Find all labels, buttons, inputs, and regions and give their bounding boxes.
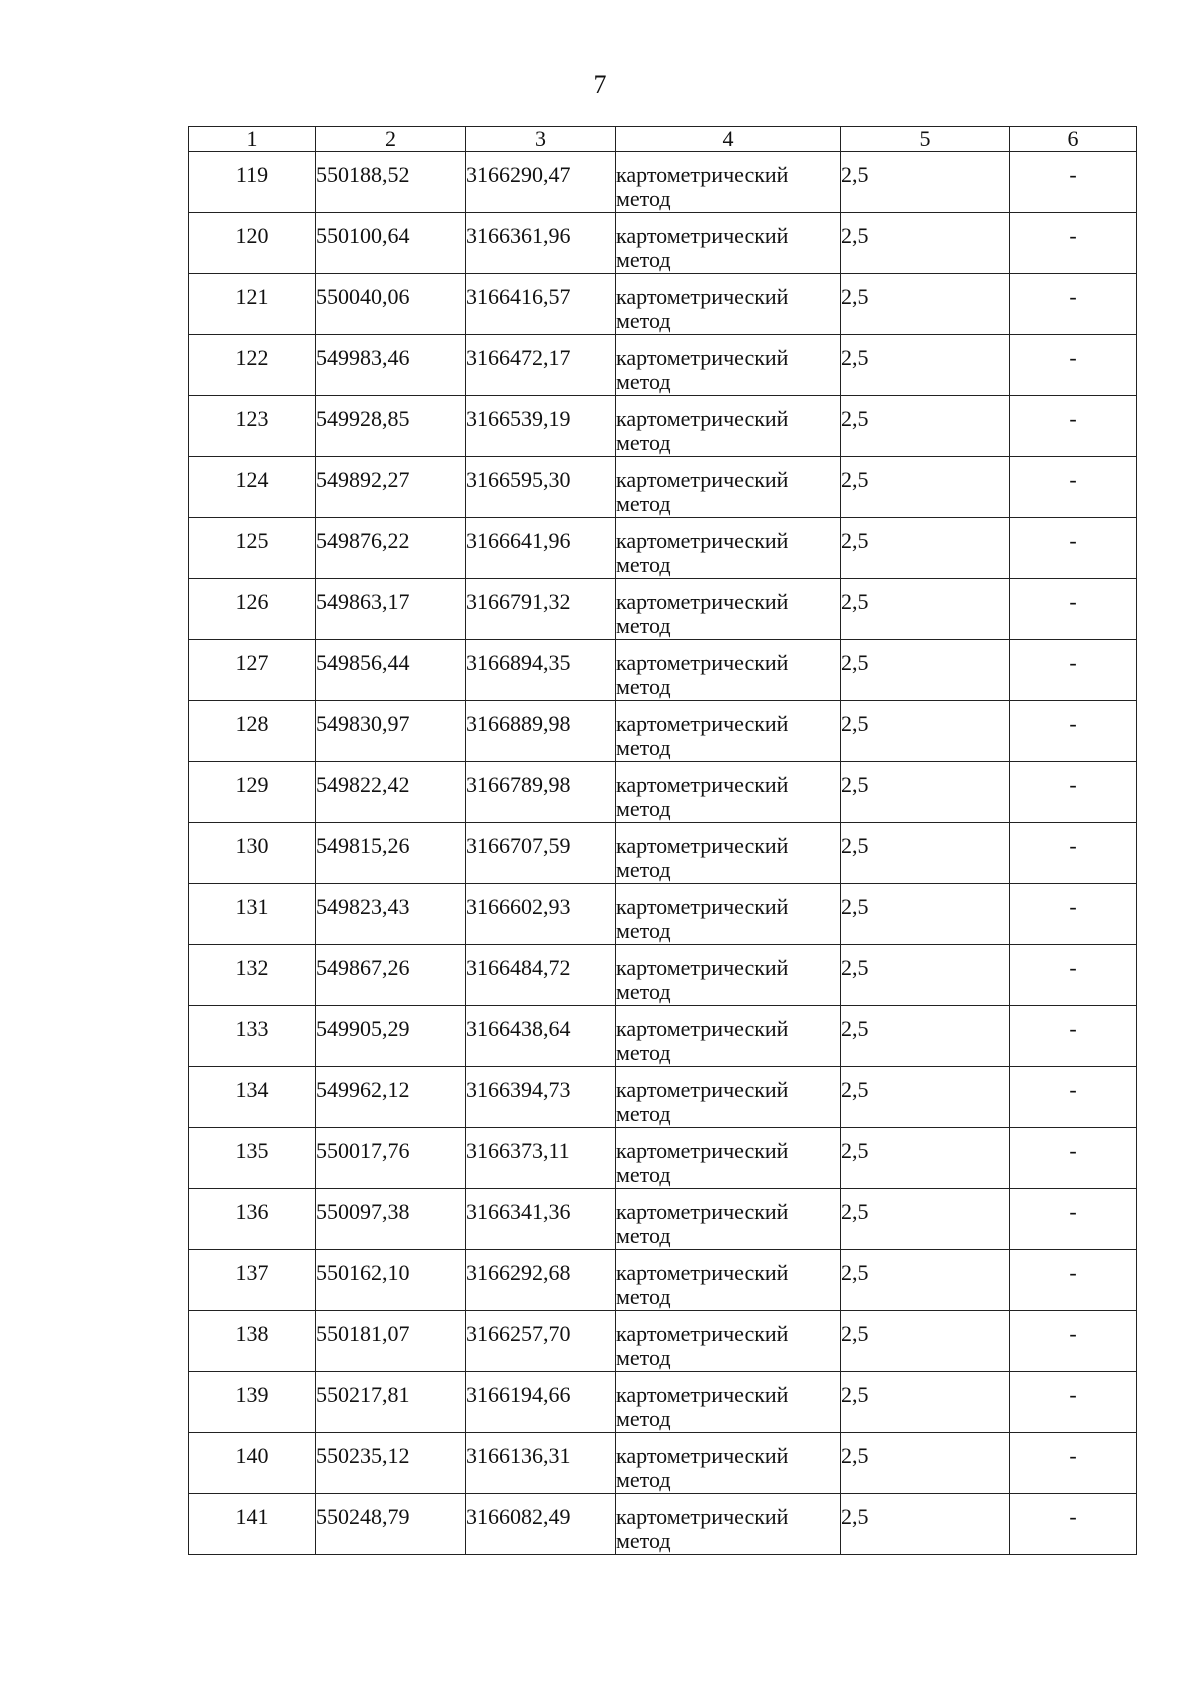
note-value: - xyxy=(1010,152,1137,213)
table-row xyxy=(189,213,1137,274)
table-row xyxy=(189,945,1137,1006)
method-cell xyxy=(616,762,841,823)
method-line-2: метод xyxy=(616,552,671,577)
coordinate-x: 550100,64 xyxy=(316,213,466,274)
method-line-1: картометрический xyxy=(616,1260,789,1285)
coordinate-y: 3166484,72 xyxy=(466,945,616,1006)
point-number: 127 xyxy=(189,640,316,701)
coordinates-table xyxy=(188,126,1137,1555)
note-value: - xyxy=(1010,1128,1137,1189)
method-line-2: метод xyxy=(616,308,671,333)
table-row xyxy=(189,152,1137,213)
method-line-2: метод xyxy=(616,491,671,516)
point-number: 131 xyxy=(189,884,316,945)
coordinate-x: 550040,06 xyxy=(316,274,466,335)
note-value: - xyxy=(1010,396,1137,457)
coordinate-y: 3166472,17 xyxy=(466,335,616,396)
coordinate-y: 3166394,73 xyxy=(466,1067,616,1128)
method-line-1: картометрический xyxy=(616,162,789,187)
method-line-2: метод xyxy=(616,247,671,272)
table-row xyxy=(189,579,1137,640)
coordinate-y: 3166341,36 xyxy=(466,1189,616,1250)
method-line-2: метод xyxy=(616,674,671,699)
table-row xyxy=(189,518,1137,579)
header-col-1: 1 xyxy=(189,127,316,152)
note-value: - xyxy=(1010,1189,1137,1250)
table-header xyxy=(189,127,1137,152)
method-cell xyxy=(616,1311,841,1372)
accuracy-value: 2,5 xyxy=(841,274,1010,335)
coordinate-y: 3166438,64 xyxy=(466,1006,616,1067)
method-line-1: картометрический xyxy=(616,955,789,980)
accuracy-value: 2,5 xyxy=(841,1189,1010,1250)
method-line-1: картометрический xyxy=(616,1199,789,1224)
header-col-2: 2 xyxy=(316,127,466,152)
note-value: - xyxy=(1010,1372,1137,1433)
method-cell xyxy=(616,1250,841,1311)
accuracy-value: 2,5 xyxy=(841,152,1010,213)
coordinate-x: 549983,46 xyxy=(316,335,466,396)
accuracy-value: 2,5 xyxy=(841,701,1010,762)
accuracy-value: 2,5 xyxy=(841,1128,1010,1189)
note-value: - xyxy=(1010,457,1137,518)
method-line-2: метод xyxy=(616,979,671,1004)
method-cell xyxy=(616,1494,841,1555)
coordinate-x: 550248,79 xyxy=(316,1494,466,1555)
method-line-1: картометрический xyxy=(616,772,789,797)
coordinate-y: 3166361,96 xyxy=(466,213,616,274)
note-value: - xyxy=(1010,335,1137,396)
accuracy-value: 2,5 xyxy=(841,1250,1010,1311)
method-line-1: картометрический xyxy=(616,1077,789,1102)
method-cell xyxy=(616,274,841,335)
header-col-5: 5 xyxy=(841,127,1010,152)
method-cell xyxy=(616,1006,841,1067)
coordinate-y: 3166707,59 xyxy=(466,823,616,884)
point-number: 139 xyxy=(189,1372,316,1433)
coordinate-y: 3166889,98 xyxy=(466,701,616,762)
table-row xyxy=(189,1006,1137,1067)
method-cell xyxy=(616,1433,841,1494)
method-line-2: метод xyxy=(616,1101,671,1126)
method-line-2: метод xyxy=(616,735,671,760)
point-number: 134 xyxy=(189,1067,316,1128)
accuracy-value: 2,5 xyxy=(841,762,1010,823)
coordinate-x: 549962,12 xyxy=(316,1067,466,1128)
method-line-2: метод xyxy=(616,186,671,211)
table-row xyxy=(189,396,1137,457)
coordinate-y: 3166595,30 xyxy=(466,457,616,518)
note-value: - xyxy=(1010,274,1137,335)
accuracy-value: 2,5 xyxy=(841,579,1010,640)
table-row xyxy=(189,1250,1137,1311)
point-number: 120 xyxy=(189,213,316,274)
table-row xyxy=(189,1067,1137,1128)
method-line-2: метод xyxy=(616,1284,671,1309)
method-line-1: картометрический xyxy=(616,894,789,919)
point-number: 121 xyxy=(189,274,316,335)
coordinate-y: 3166791,32 xyxy=(466,579,616,640)
coordinate-x: 549863,17 xyxy=(316,579,466,640)
table-row xyxy=(189,884,1137,945)
note-value: - xyxy=(1010,1250,1137,1311)
coordinate-x: 549856,44 xyxy=(316,640,466,701)
method-cell xyxy=(616,1128,841,1189)
table-row xyxy=(189,823,1137,884)
coordinate-y: 3166257,70 xyxy=(466,1311,616,1372)
accuracy-value: 2,5 xyxy=(841,1067,1010,1128)
method-line-1: картометрический xyxy=(616,1504,789,1529)
method-line-2: метод xyxy=(616,796,671,821)
accuracy-value: 2,5 xyxy=(841,1311,1010,1372)
coordinate-y: 3166894,35 xyxy=(466,640,616,701)
method-cell xyxy=(616,823,841,884)
point-number: 132 xyxy=(189,945,316,1006)
header-col-6: 6 xyxy=(1010,127,1137,152)
point-number: 123 xyxy=(189,396,316,457)
point-number: 124 xyxy=(189,457,316,518)
note-value: - xyxy=(1010,1433,1137,1494)
table-row xyxy=(189,335,1137,396)
note-value: - xyxy=(1010,823,1137,884)
note-value: - xyxy=(1010,1311,1137,1372)
point-number: 122 xyxy=(189,335,316,396)
accuracy-value: 2,5 xyxy=(841,640,1010,701)
method-line-1: картометрический xyxy=(616,1138,789,1163)
point-number: 129 xyxy=(189,762,316,823)
accuracy-value: 2,5 xyxy=(841,1372,1010,1433)
method-line-1: картометрический xyxy=(616,1016,789,1041)
accuracy-value: 2,5 xyxy=(841,1433,1010,1494)
method-cell xyxy=(616,518,841,579)
point-number: 133 xyxy=(189,1006,316,1067)
accuracy-value: 2,5 xyxy=(841,213,1010,274)
note-value: - xyxy=(1010,945,1137,1006)
coordinate-x: 550097,38 xyxy=(316,1189,466,1250)
method-cell xyxy=(616,396,841,457)
method-line-2: метод xyxy=(616,857,671,882)
coordinate-x: 549928,85 xyxy=(316,396,466,457)
coordinate-x: 549830,97 xyxy=(316,701,466,762)
coordinate-x: 550017,76 xyxy=(316,1128,466,1189)
point-number: 137 xyxy=(189,1250,316,1311)
coordinate-y: 3166373,11 xyxy=(466,1128,616,1189)
header-col-3: 3 xyxy=(466,127,616,152)
note-value: - xyxy=(1010,701,1137,762)
method-line-1: картометрический xyxy=(616,711,789,736)
coordinate-x: 549905,29 xyxy=(316,1006,466,1067)
accuracy-value: 2,5 xyxy=(841,823,1010,884)
coordinate-x: 550181,07 xyxy=(316,1311,466,1372)
note-value: - xyxy=(1010,1006,1137,1067)
method-line-1: картометрический xyxy=(616,223,789,248)
method-line-1: картометрический xyxy=(616,406,789,431)
method-line-2: метод xyxy=(616,613,671,638)
note-value: - xyxy=(1010,640,1137,701)
coordinate-y: 3166290,47 xyxy=(466,152,616,213)
method-line-2: метод xyxy=(616,1467,671,1492)
method-line-1: картометрический xyxy=(616,1321,789,1346)
note-value: - xyxy=(1010,579,1137,640)
coordinate-x: 549867,26 xyxy=(316,945,466,1006)
coordinate-x: 549815,26 xyxy=(316,823,466,884)
point-number: 128 xyxy=(189,701,316,762)
method-line-1: картометрический xyxy=(616,1443,789,1468)
method-cell xyxy=(616,1372,841,1433)
method-line-1: картометрический xyxy=(616,1382,789,1407)
method-line-1: картометрический xyxy=(616,345,789,370)
header-col-4: 4 xyxy=(616,127,841,152)
coordinate-y: 3166539,19 xyxy=(466,396,616,457)
point-number: 125 xyxy=(189,518,316,579)
method-cell xyxy=(616,1067,841,1128)
accuracy-value: 2,5 xyxy=(841,1494,1010,1555)
coordinate-x: 550235,12 xyxy=(316,1433,466,1494)
method-cell xyxy=(616,701,841,762)
table-row xyxy=(189,1372,1137,1433)
coordinate-x: 550217,81 xyxy=(316,1372,466,1433)
coordinate-y: 3166641,96 xyxy=(466,518,616,579)
coordinate-x: 549823,43 xyxy=(316,884,466,945)
point-number: 141 xyxy=(189,1494,316,1555)
note-value: - xyxy=(1010,518,1137,579)
header-row xyxy=(189,127,1137,152)
note-value: - xyxy=(1010,1494,1137,1555)
coordinate-x: 550188,52 xyxy=(316,152,466,213)
accuracy-value: 2,5 xyxy=(841,1006,1010,1067)
method-cell xyxy=(616,640,841,701)
method-line-1: картометрический xyxy=(616,589,789,614)
method-line-1: картометрический xyxy=(616,650,789,675)
table-row xyxy=(189,1494,1137,1555)
point-number: 136 xyxy=(189,1189,316,1250)
coordinate-y: 3166194,66 xyxy=(466,1372,616,1433)
point-number: 138 xyxy=(189,1311,316,1372)
accuracy-value: 2,5 xyxy=(841,396,1010,457)
point-number: 126 xyxy=(189,579,316,640)
table-row xyxy=(189,762,1137,823)
method-cell xyxy=(616,1189,841,1250)
table-row xyxy=(189,457,1137,518)
method-line-2: метод xyxy=(616,1162,671,1187)
point-number: 130 xyxy=(189,823,316,884)
table-row xyxy=(189,1189,1137,1250)
method-line-2: метод xyxy=(616,430,671,455)
coordinate-x: 549822,42 xyxy=(316,762,466,823)
accuracy-value: 2,5 xyxy=(841,457,1010,518)
point-number: 119 xyxy=(189,152,316,213)
coordinate-x: 549876,22 xyxy=(316,518,466,579)
table-row xyxy=(189,274,1137,335)
method-line-1: картометрический xyxy=(616,467,789,492)
method-line-1: картометрический xyxy=(616,528,789,553)
table-row xyxy=(189,1311,1137,1372)
method-line-2: метод xyxy=(616,369,671,394)
note-value: - xyxy=(1010,1067,1137,1128)
table-row xyxy=(189,701,1137,762)
coordinate-y: 3166602,93 xyxy=(466,884,616,945)
note-value: - xyxy=(1010,762,1137,823)
note-value: - xyxy=(1010,884,1137,945)
note-value: - xyxy=(1010,213,1137,274)
point-number: 140 xyxy=(189,1433,316,1494)
method-cell xyxy=(616,152,841,213)
coordinate-x: 549892,27 xyxy=(316,457,466,518)
method-line-1: картометрический xyxy=(616,284,789,309)
method-line-2: метод xyxy=(616,1040,671,1065)
point-number: 135 xyxy=(189,1128,316,1189)
coordinate-y: 3166082,49 xyxy=(466,1494,616,1555)
table-row xyxy=(189,640,1137,701)
method-cell xyxy=(616,457,841,518)
coordinate-x: 550162,10 xyxy=(316,1250,466,1311)
method-cell xyxy=(616,579,841,640)
method-cell xyxy=(616,213,841,274)
method-cell xyxy=(616,884,841,945)
table-row xyxy=(189,1433,1137,1494)
method-line-2: метод xyxy=(616,1406,671,1431)
table-row xyxy=(189,1128,1137,1189)
accuracy-value: 2,5 xyxy=(841,335,1010,396)
method-line-2: метод xyxy=(616,1528,671,1553)
method-line-2: метод xyxy=(616,1345,671,1370)
coordinate-y: 3166292,68 xyxy=(466,1250,616,1311)
page-number: 7 xyxy=(593,70,607,99)
accuracy-value: 2,5 xyxy=(841,518,1010,579)
method-cell xyxy=(616,335,841,396)
method-line-1: картометрический xyxy=(616,833,789,858)
table-body xyxy=(189,152,1137,1555)
coordinate-y: 3166136,31 xyxy=(466,1433,616,1494)
accuracy-value: 2,5 xyxy=(841,945,1010,1006)
method-line-2: метод xyxy=(616,1223,671,1248)
accuracy-value: 2,5 xyxy=(841,884,1010,945)
method-cell xyxy=(616,945,841,1006)
method-line-2: метод xyxy=(616,918,671,943)
coordinate-y: 3166416,57 xyxy=(466,274,616,335)
coordinate-y: 3166789,98 xyxy=(466,762,616,823)
